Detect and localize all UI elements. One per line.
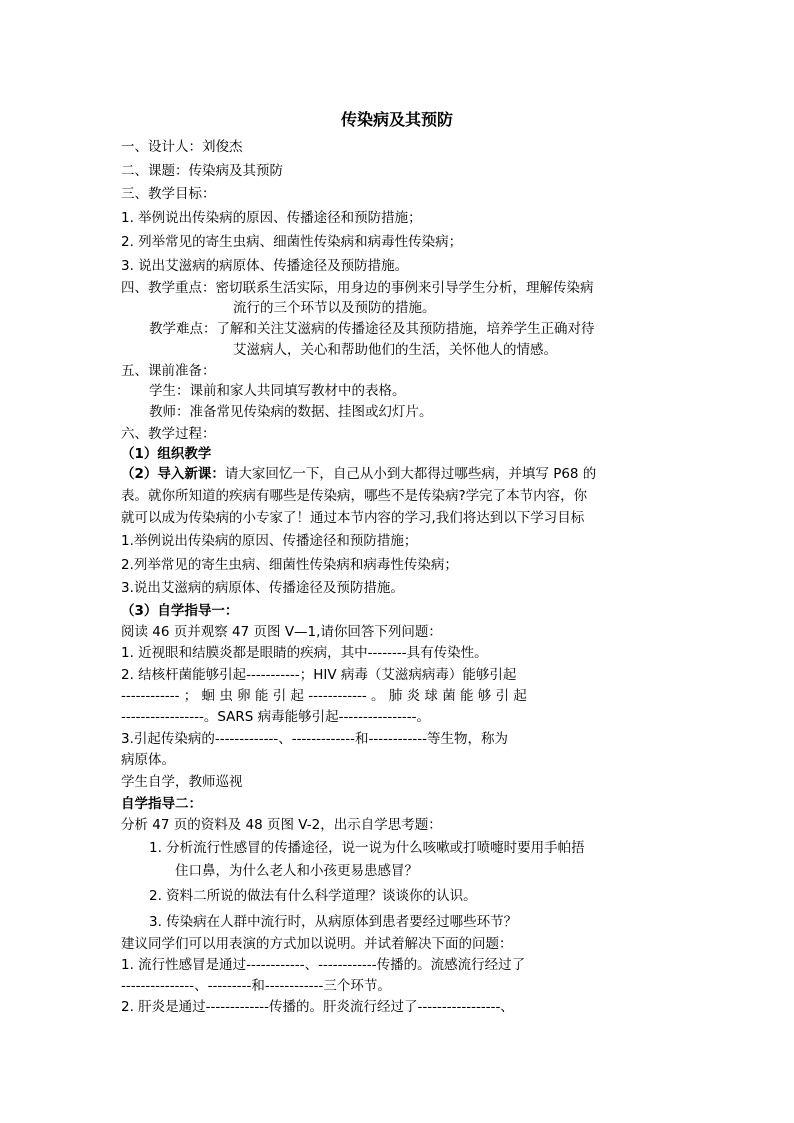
question-2-blank: -----------: [246, 667, 300, 683]
intro-text: 请大家回忆一下，自己从小到大都得过哪些病，并填写 P68 的: [224, 466, 597, 482]
question-3-line-2: 病原体。: [121, 752, 175, 768]
objective-2: 2. 列举常见的寄生虫病、细菌性传染病和病毒性传染病；: [121, 234, 463, 250]
intro-line-3: 就可以成为传染病的小专家了！通过本节内容的学习,我们将达到以下学习目标: [121, 510, 585, 526]
key-points-line-2: 流行的三个环节以及预防的措施。: [233, 300, 436, 316]
step-1-heading: （1）组织教学: [121, 446, 212, 462]
goal-3: 3.说出艾滋病的病原体、传播途径及预防措施。: [121, 580, 404, 596]
topic-line: 二、课题：传染病及其预防: [121, 163, 283, 179]
designer-line: 一、设计人：刘俊杰: [121, 139, 243, 155]
goal-1: 1.举例说出传染病的原因、传播途径和预防措施；: [121, 533, 418, 549]
objective-1: 1. 举例说出传染病的原因、传播途径和预防措施；: [121, 210, 422, 226]
intro-line-2: 表。就你所知道的疾病有哪些是传染病，哪些不是传染病?学完了本节内容，你: [121, 488, 588, 504]
student-self-study: 学生自学，教师巡视: [121, 774, 243, 790]
objectives-heading: 三、教学目标：: [121, 186, 216, 202]
difficulty-line-1: 教学难点：了解和关注艾滋病的传播途径及其预防措施，培养学生正确对待: [149, 321, 595, 337]
key-points-line-1: 四、教学重点：密切联系生活实际，用身边的事例来引导学生分析，理解传染病: [121, 280, 594, 296]
flu-question-line-1: 1. 流行性感冒是通过------------、------------传播的。流感流行经过了: [121, 957, 526, 973]
thinking-question-1-line-1: 1. 分析流行性感冒的传播途径，说一说为什么咳嗽或打喷嚏时要用手帕捂: [149, 840, 585, 856]
difficulty-line-2: 艾滋病人，关心和帮助他们的生活，关怀他人的情感。: [233, 342, 557, 358]
hepatitis-question-line-1: 2. 肝炎是通过-------------传播的。肝炎流行经过了-----------------、: [121, 999, 514, 1015]
goal-2: 2.列举常见的寄生虫病、细菌性传染病和病毒性传染病；: [121, 557, 458, 573]
preparation-students: 学生：课前和家人共同填写教材中的表格。: [149, 383, 406, 399]
self-study-guide-1-heading: （3）自学指导一：: [121, 603, 239, 619]
document-title: 传染病及其预防: [340, 110, 453, 129]
process-heading: 六、教学过程：: [121, 426, 216, 442]
intro-line-1: [121, 464, 677, 484]
reading-instruction: 阅读 46 页并观察 47 页图 V—1,请你回答下列问题：: [121, 624, 442, 640]
thinking-question-1-line-2: 住口鼻，为什么老人和小孩更易患感冒？: [175, 863, 418, 879]
question-2-part-b: ；HIV 病毒（艾滋病病毒）能够引起: [299, 667, 517, 683]
flu-question-line-2: ---------------、---------和------------三个环节。: [121, 978, 391, 994]
question-3-line-1: 3.引起传染病的-------------、-------------和------------等生物，称为: [121, 731, 508, 747]
question-2-line-2: ------------ ； 蛔 虫 卵 能 引 起 ------------ 。 肺 炎 球 菌 能 够 引 起: [121, 688, 527, 704]
objective-3: 3. 说出艾滋病的病原体、传播途径及预防措施。: [121, 258, 409, 274]
step-2-label: （2）导入新课：: [121, 466, 225, 482]
self-study-guide-2-heading: 自学指导二：: [121, 796, 202, 812]
thinking-question-2: 2. 资料二所说的做法有什么科学道理？谈谈你的认识。: [149, 888, 477, 904]
preparation-heading: 五、课前准备：: [121, 363, 216, 379]
question-1: 1. 近视眼和结膜炎都是眼睛的疾病，其中--------具有传染性。: [121, 645, 488, 661]
question-2-line-1: [121, 665, 677, 685]
question-2-line-3: -----------------。SARS 病毒能够引起----------------。: [121, 709, 431, 725]
question-2-part-a: 2. 结核杆菌能够引起: [121, 667, 247, 683]
performance-suggestion: 建议同学们可以用表演的方式加以说明。并试着解决下面的问题：: [121, 936, 513, 952]
analysis-instruction: 分析 47 页的资料及 48 页图 V-2，出示自学思考题：: [121, 817, 442, 833]
thinking-question-3: 3. 传染病在人群中流行时，从病原体到患者要经过哪些环节？: [149, 914, 518, 930]
preparation-teacher: 教师：准备常见传染病的数据、挂图或幻灯片。: [149, 404, 433, 420]
